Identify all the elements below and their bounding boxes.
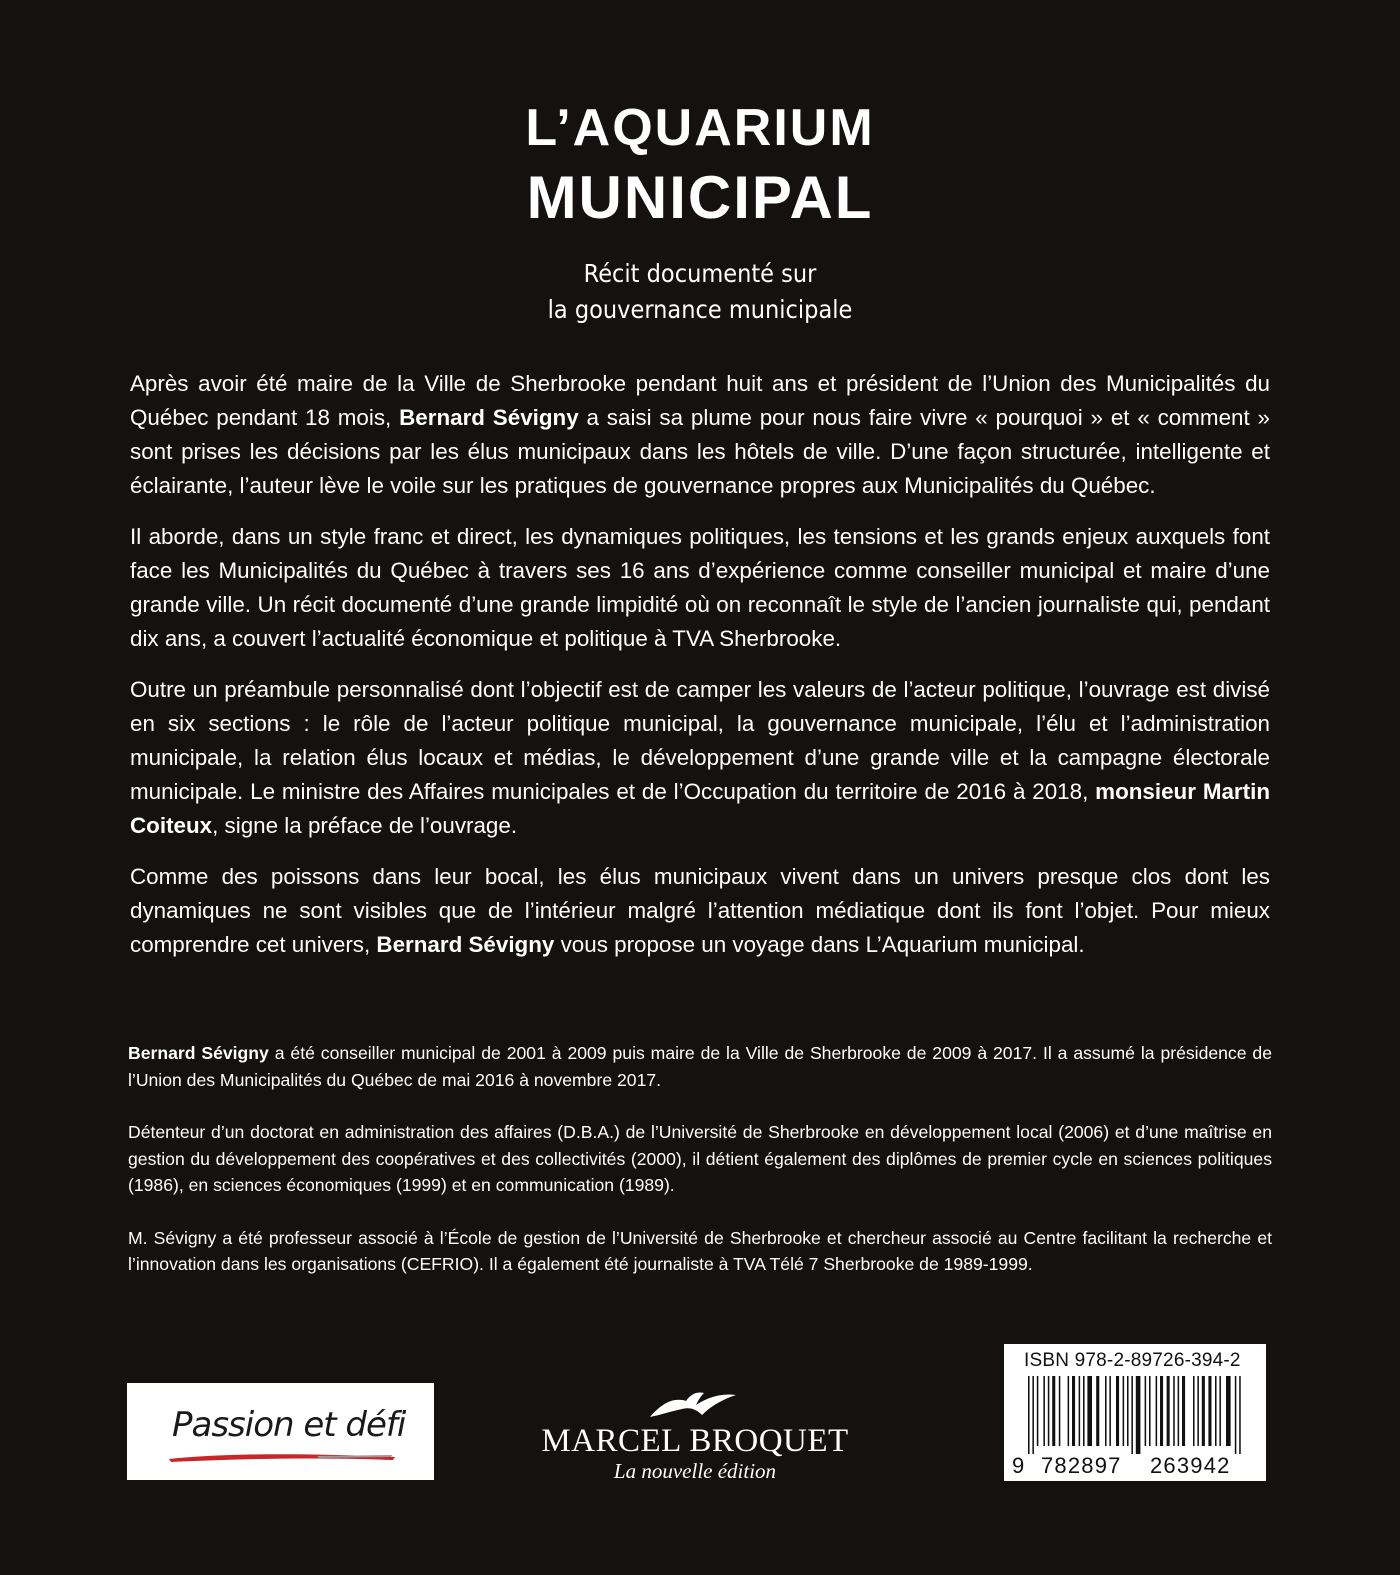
barcode-bar bbox=[1048, 1376, 1050, 1446]
barcode-bar bbox=[1219, 1376, 1221, 1446]
barcode-bar bbox=[1136, 1376, 1141, 1454]
barcode-bar bbox=[1235, 1376, 1237, 1454]
publisher-logo bbox=[540, 1385, 850, 1485]
blurb-text: Outre un préambule personnalisé dont l’objectif est de camper les valeurs de l’acteur politique, l’ouvrage est divisé en six sections : le rôle de l’acteur politique municipal, la gouvernance municipale, l’élu et l’administration municipale, la relation élus locaux et médias, le développement d’une grande ville et la campagne électorale municipale. Le ministre des Affaires municipales et de l’Occupation du territoire de 2016 à 2018, bbox=[130, 677, 1270, 804]
publisher-name: MARCEL BROQUET bbox=[541, 1423, 849, 1459]
blurb-text: a saisi sa plume pour nous faire vivre « pourquoi » et « comment » sont prises les décisions par les élus municipaux dans les hôtels de ville. D’une façon structurée, intelligente et éclairante, l’auteur lève le voile sur les pratiques de gouvernance propres aux Municipalités du Québec. bbox=[130, 405, 1270, 498]
barcode-bar bbox=[1178, 1376, 1180, 1446]
blurb-text: Après avoir été maire de la Ville de Sherbrooke pendant huit ans et président de l’Union des Municipalités du Québec pendant 18 mois, bbox=[130, 371, 1270, 430]
barcode-bar bbox=[1145, 1376, 1147, 1446]
barcode-bar bbox=[1096, 1376, 1099, 1446]
barcode-bar bbox=[1032, 1376, 1034, 1454]
bio-text: a été conseiller municipal de 2001 à 2009 puis maire de la Ville de Sherbrooke de 2009 à 2017. Il a assumé la présidence de l’Union des Municipalités du Québec de mai 2016 à novembre 2017. bbox=[128, 1043, 1272, 1090]
barcode-bar bbox=[1149, 1376, 1151, 1446]
barcode-bar bbox=[1059, 1376, 1061, 1446]
barcode-digits-right: 263942 bbox=[1150, 1453, 1231, 1478]
bio-paragraph-1 bbox=[128, 1040, 1272, 1093]
bio-paragraph-3: M. Sévigny a été professeur associé à l’École de gestion de l’Université de Sherbrooke et chercheur associé au Centre facilitant la recherche et l’innovation dans les organisations (CEFRIO). Il a également été journaliste à TVA Télé 7 Sherbrooke de 1989-1999. bbox=[128, 1227, 1272, 1274]
barcode-bar bbox=[1182, 1376, 1185, 1446]
book-title-line1: L’AQUARIUM bbox=[525, 99, 875, 157]
brush-stroke-icon bbox=[167, 1451, 397, 1463]
blurb-paragraph-2: Il aborde, dans un style franc et direct, les dynamiques politiques, les tensions et les grands enjeux auxquels font face les Municipalités du Québec à travers ses 16 ans d’expérience comme conseiller municipal et maire d’une grande ville. Un récit documenté d’une grande limpidité où on reconnaît le style de l’ancien journaliste qui, pendant dix ans, a couvert l’actualité économique et politique à TVA Sherbrooke. bbox=[130, 524, 1270, 651]
barcode-bar bbox=[1068, 1376, 1070, 1446]
blurb-text: , signe la préface de l’ouvrage. bbox=[212, 813, 518, 838]
barcode-bar bbox=[1160, 1376, 1163, 1446]
barcode-bar bbox=[1037, 1376, 1039, 1446]
blurb bbox=[130, 367, 1270, 979]
blurb-paragraph-1 bbox=[130, 367, 1270, 503]
barcode-bar bbox=[1131, 1376, 1133, 1454]
collection-name: Passion et défi bbox=[172, 1405, 406, 1445]
barcode-bar bbox=[1043, 1376, 1045, 1446]
barcode-digit-lead: 9 bbox=[1012, 1453, 1025, 1478]
isbn-label: ISBN 978-2-89726-394-2 bbox=[1024, 1350, 1241, 1371]
barcode-digits-left: 782897 bbox=[1041, 1453, 1122, 1478]
barcode-bar bbox=[1156, 1376, 1158, 1446]
barcode-bar bbox=[1127, 1376, 1129, 1446]
barcode-bar bbox=[1215, 1376, 1217, 1446]
collection-logo bbox=[127, 1383, 434, 1480]
preface-author: monsieur Martin Coiteux bbox=[130, 779, 1270, 838]
isbn-barcode bbox=[1004, 1344, 1266, 1481]
author-name: Bernard Sévigny bbox=[376, 932, 555, 957]
barcode-bars bbox=[1028, 1376, 1250, 1454]
publisher-tagline: La nouvelle édition bbox=[613, 1459, 777, 1483]
barcode-bar bbox=[1105, 1376, 1107, 1446]
book-title-line2: MUNICIPAL bbox=[526, 164, 874, 231]
author-name: Bernard Sévigny bbox=[399, 405, 579, 430]
barcode-bar bbox=[1052, 1376, 1055, 1446]
barcode-bar bbox=[1116, 1376, 1119, 1446]
barcode-bar bbox=[1193, 1376, 1195, 1446]
barcode-bar bbox=[1167, 1376, 1170, 1446]
book-subtitle-line1: Récit documenté sur bbox=[583, 259, 817, 288]
barcode-bar bbox=[1173, 1376, 1175, 1446]
barcode-bar bbox=[1239, 1376, 1241, 1454]
barcode-bar bbox=[1028, 1376, 1030, 1454]
barcode-bar bbox=[1087, 1376, 1092, 1446]
blurb-text: Comme des poissons dans leur bocal, les élus municipaux vivent dans un univers presque clos dont les dynamiques ne sont visibles que de l’intérieur malgré l’attention médiatique dont ils font l’objet. Pour mieux comprendre cet univers, bbox=[130, 864, 1270, 957]
blurb-paragraph-4 bbox=[130, 860, 1270, 962]
barcode-bar bbox=[1123, 1376, 1125, 1446]
barcode-bar bbox=[1072, 1376, 1075, 1446]
blurb-paragraph-3 bbox=[130, 673, 1270, 843]
barcode-bar bbox=[1083, 1376, 1085, 1446]
barcode-bar bbox=[1079, 1376, 1081, 1446]
barcode-bar bbox=[1109, 1376, 1111, 1446]
bio-paragraph-2: Détenteur d’un doctorat en administration des affaires (D.B.A.) de l’Université de Sherbrooke en développement local (2006) et d’une maîtrise en gestion du développement des coopératives et des collectivités (2000), il détient également des diplômes de premier cycle en sciences politiques (1986), en sciences économiques (1999) et en communication (1989). bbox=[128, 1122, 1272, 1195]
barcode-bar bbox=[1197, 1376, 1199, 1446]
blurb-text: vous propose un voyage dans L’Aquarium municipal. bbox=[554, 932, 1085, 957]
book-subtitle-line2: la gouvernance municipale bbox=[547, 295, 853, 324]
barcode-bar bbox=[1202, 1376, 1205, 1446]
bird-icon bbox=[648, 1387, 738, 1421]
author-bio bbox=[128, 1040, 1272, 1304]
barcode-bar bbox=[1226, 1376, 1231, 1446]
barcode-bar bbox=[1208, 1376, 1211, 1446]
author-name: Bernard Sévigny bbox=[128, 1043, 269, 1063]
